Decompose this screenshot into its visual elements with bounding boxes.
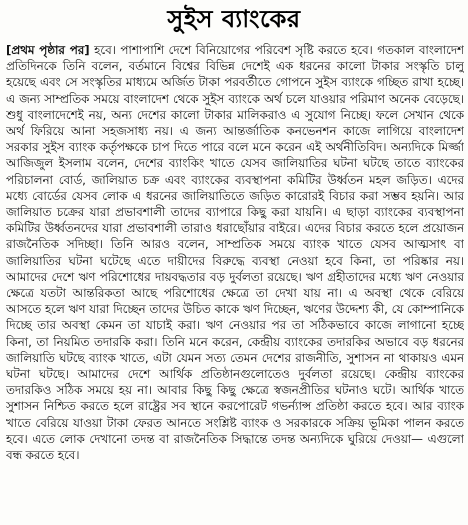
article-text: হবে। পাশাপাশি দেশে বিনিয়োগের পরিবেশ সৃষ্টি করতে হবে। গতকাল বাংলাদেশ প্রতিদিনকে তিনি বলেন, বর্তমানে বিশ্বের বিভিন্ন দেশেই এক ধরনের কালো টাকার সংস্কৃতি চালু হয়েছে এবং সে সংস্কৃতির মাধ্যমে অর্জিত টাকা পরবর্তীতে গোপনে সুইস ব্যাংকে গচ্ছিত রাখা হচ্ছে। এ জন্য সাম্প্রতিক সময়ে বাংলাদেশ থেকে সুইস ব্যাংকে অর্থ চলে যাওয়ার পরিমাণ অনেক বেড়েছে। শুধু বাংলাদেশেই নয়, অন্য দেশের কালো টাকার মালিকরাও এ সুযোগ নিচ্ছে। ফলে সেখান থেকে অর্থ ফিরিয়ে আনা সহজসাধ্য নয়। এ জন্য আন্তর্জাতিক কনভেনশন কাজে লাগিয়ে বাংলাদেশ সরকার সুইস ব্যাংক কর্তৃপক্ষকে চাপ দিতে পারে বলে মনে করেন এই অর্থনীতিবিদ। অন্যদিকে মির্জ্জা আজিজুল ইসলাম বলেন, দেশের ব্যাংকিং খাতে যেসব জালিয়াতির ঘটনা ঘটছে তাতে ব্যাংকের পরিচালনা বোর্ড, জালিয়াত চক্র এবং ব্যাংকের ব্যবস্থাপনা কমিটির উর্ধ্বতন মহল জড়িত। এদের মধ্যে বোর্ডের যেসব লোক এ ধরনের জালিয়াতিতে জড়িত কারোরই বিচার করা সম্ভব হয়নি। আর জালিয়াত চক্রের যারা প্রভাবশালী তাদের ব্যাপারে কিছু করা যায়নি। এ ছাড়া ব্যাংকের ব্যবস্থাপনা কমিটির উর্ধ্বতনদের যারা প্রভাবশালী তারাও ধরাছোঁয়ার বাইরে। এদের বিচার করতে হলে প্রয়োজন রাজনৈতিক সদিচ্ছা। তিনি আরও বলেন, সাম্প্রতিক সময়ে ব্যাংক খাতে যেসব আত্মসাৎ বা জালিয়াতির ঘটনা ঘটেছে এতে দায়ীদের বিরুদ্ধে ব্যবস্থা নেওয়া হবে কিনা, তা পরিষ্কার নয়। আমাদের দেশে ঋণ পরিশোধের দায়বদ্ধতার বড় দুর্বলতা রয়েছে। ঋণ গ্রহীতাদের মধ্যে ঋণ নেওয়ার ক্ষেত্রে যতটা আন্তরিকতা আছে পরিশোধের ক্ষেত্রে তা দেখা যায় না। এ অবস্থা থেকে বেরিয়ে আসতে হলে ঋণ যারা দিচ্ছেন তাদের উচিত কাকে ঋণ দিচ্ছেন, ঋণের উদ্দেশ্য কী, যে কোম্পানিকে দিচ্ছে তার অবস্থা কেমন তা যাচাই করা। ঋণ নেওয়ার পর তা সঠিকভাবে কাজে লাগানো হচ্ছে কিনা, তা নিয়মিত তদারকি করা। তিনি মনে করেন, কেন্দ্রীয় ব্যাংকের তদারকির অভাবে বড় ধরনের জালিয়াতি ঘটছে ব্যাংক খাতে, এটা যেমন সত্য তেমন দেশের রাজনীতি, সুশাসন না থাকায়ও এমন ঘটনা ঘটছে। আমাদের দেশে আর্থিক প্রতিষ্ঠানগুলোতেও দুর্বলতা রয়েছে। কেন্দ্রীয় ব্যাংকের তদারকিও সঠিক সময়ে হয় না। আবার কিছু কিছু ক্ষেত্রে স্বজনপ্রীতির ঘটনাও ঘটে। আর্থিক খাতে সুশাসন নিশ্চিত করতে হলে রাষ্ট্রের সব স্থানে করপোরেট গভর্ন্যান্স প্রতিষ্ঠা করতে হবে। আর ব্যাংক খাতে বেরিয়ে যাওয়া টাকা ফেরত আনতে সংশ্লিষ্ট ব্যাংক ও সরকারকে সক্রিয় ভূমিকা পালন করতে হবে। এতে লোক দেখানো তদন্ত বা রাজনৈতিক সিদ্ধান্তে তদন্ত অন্যদিকে ঘুরিয়ে দেওয়া— এগুলো বন্ধ করতে হবে। xyxy=(6,43,464,463)
article-body xyxy=(6,42,464,524)
article-headline: সুইস ব্যাংকের xyxy=(167,4,301,33)
article-paragraph xyxy=(6,42,464,463)
continuation-marker: [প্রথম পৃষ্ঠার পর] xyxy=(6,43,90,57)
